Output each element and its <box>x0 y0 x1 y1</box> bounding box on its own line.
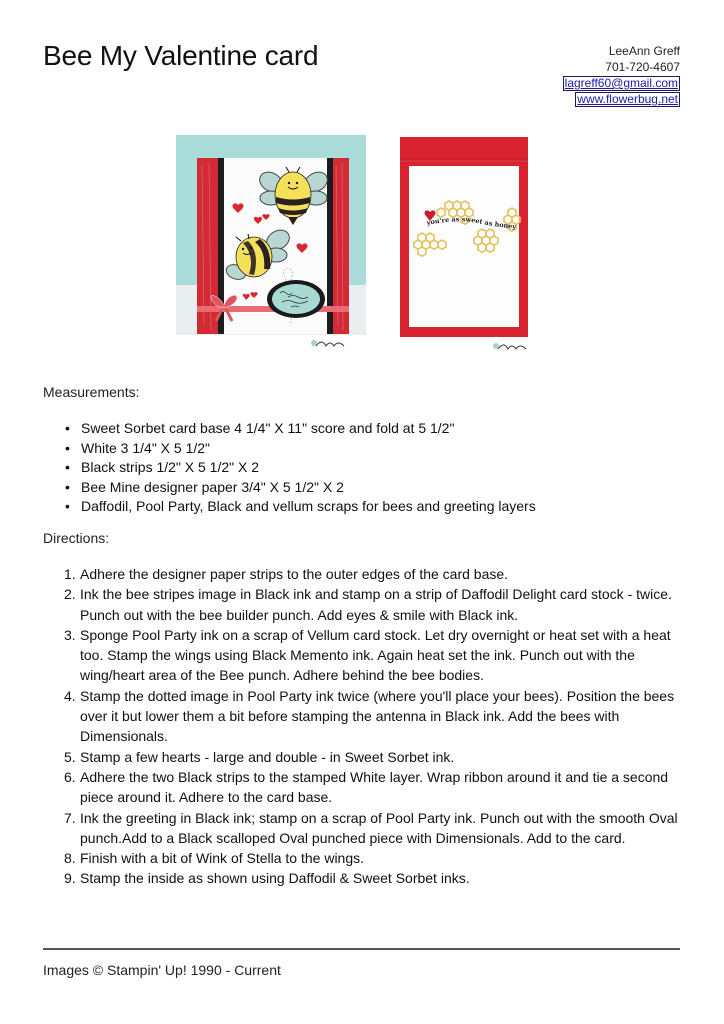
directions-heading: Directions: <box>43 530 110 546</box>
list-item: 6. Adhere the two Black strips to the stamped White layer. Wrap ribbon around it and tie a second piece around it. Adhere to the card base. <box>64 768 669 806</box>
website-link[interactable]: www.flowerbug.net <box>577 92 678 106</box>
contact-phone: 701-720-4607 <box>605 60 680 74</box>
bullet-icon: • <box>65 439 70 456</box>
card-front-photo <box>176 135 366 367</box>
list-item: 3. Sponge Pool Party ink on a scrap of Vellum card stock. Let dry overnight or heat set with a heat too. Stamp the wings using Black Memento ink. Again heat set the ink. Punch out with the wing/heart area of the Bee punch. Adhere behind the bee bodies. <box>64 626 671 684</box>
list-item: • Daffodil, Pool Party, Black and vellum scraps for bees and greeting layers <box>43 497 536 517</box>
page-title: Bee My Valentine card <box>43 40 319 71</box>
directions-list <box>43 564 688 889</box>
contact-block <box>563 43 680 107</box>
measurements-heading: Measurements: <box>43 384 140 400</box>
list-item: 4. Stamp the dotted image in Pool Party ink twice (where you'll place your bees). Position the bees over it but lower them a bit before stamping the antenna in Black ink. Add the bees with Dimensionals. <box>64 687 675 745</box>
list-item: • Black strips 1/2" X 5 1/2" X 2 <box>43 458 536 478</box>
list-item: • Sweet Sorbet card base 4 1/4" X 11" score and fold at 5 1/2" <box>43 419 536 439</box>
copyright-footer: Images © Stampin' Up! 1990 - Current <box>43 962 281 978</box>
list-item: • White 3 1/4" X 5 1/2" <box>43 439 536 459</box>
email-link[interactable]: lagreff60@gmail.com <box>564 76 678 90</box>
footer-divider <box>43 948 680 950</box>
bullet-icon: • <box>65 459 70 475</box>
contact-name: LeeAnn Greff <box>608 44 680 58</box>
list-item: • Bee Mine designer paper 3/4" X 5 1/2" X 2 <box>43 478 536 498</box>
bullet-icon: • <box>65 478 70 495</box>
list-item: 7. Ink the greeting in Black ink; stamp on a scrap of Pool Party ink. Punch out with the smooth Oval punch.Add to a Black scalloped Oval punched piece with Dimensionals. Add to the card. <box>64 809 678 846</box>
list-item: 9. Stamp the inside as shown using Daffodil & Sweet Sorbet inks. <box>64 870 470 887</box>
list-item: 8. Finish with a bit of Wink of Stella to the wings. <box>64 850 365 867</box>
bullet-icon: • <box>65 420 70 436</box>
inside-sentiment: you're as sweet as honey <box>425 215 517 231</box>
list-item: 5. Stamp a few hearts - large and double - in Sweet Sorbet ink. <box>64 748 455 765</box>
measurements-list <box>43 419 536 517</box>
list-item: 1. Adhere the designer paper strips to the outer edges of the card base. <box>64 566 509 582</box>
bullet-icon: • <box>65 498 70 514</box>
card-inside-photo <box>390 133 550 367</box>
list-item: 2. Ink the bee stripes image in Black ink and stamp on a strip of Daffodil Delight card stock - twice. Punch out with the bee builder punch. Add eyes & smile with Black ink. <box>64 586 672 623</box>
